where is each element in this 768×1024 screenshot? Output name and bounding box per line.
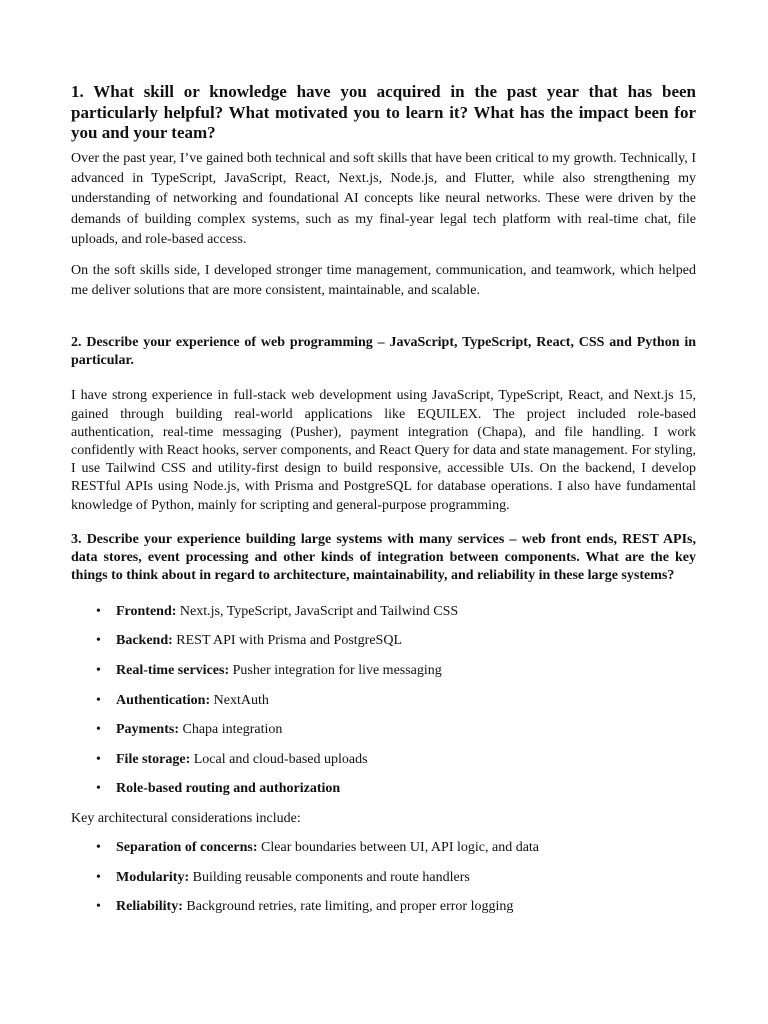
item-text: NextAuth	[210, 692, 269, 708]
item-text: Pusher integration for live messaging	[229, 662, 442, 678]
item-text: REST API with Prisma and PostgreSQL	[172, 633, 402, 649]
item-label: Reliability:	[116, 899, 183, 915]
question-2-title: 2. Describe your experience of web programming – JavaScript, TypeScript, React, CSS and Python in particular.	[71, 335, 696, 369]
question-2-paragraph: I have strong experience in full-stack web development using JavaScript, TypeScript, React, and Next.js 15, gained through building real-world applications like EQUILEX. The project included role-based authentication, real-time messaging (Pusher), payment integration (Chapa), and file handling. I work confidently with React hooks, server components, and React Query for data and state management. For styling, I use Tailwind CSS and utility-first design to build responsive, accessible UIs. On the backend, I develop RESTful APIs using Node.js, with Prisma and PostgreSQL for database operations. I also have fundamental knowledge of Python, mainly for scripting and general-purpose programming.	[71, 388, 696, 513]
question-3-title: 3. Describe your experience building large systems with many services – web front ends, REST APIs, data stores, event processing and other kinds of integration between components. What are the key things to think about in regard to architecture, maintainability, and reliability in these large systems?	[71, 531, 696, 583]
bullet-icon: •	[96, 899, 101, 915]
item-label: Frontend:	[116, 603, 177, 619]
item-label: Payments:	[116, 722, 179, 738]
list-item	[71, 839, 696, 869]
item-text: Background retries, rate limiting, and proper error logging	[182, 899, 514, 915]
item-text: Chapa integration	[179, 722, 283, 738]
list-item	[71, 692, 696, 722]
list-item	[71, 898, 696, 928]
item-text: Clear boundaries between UI, API logic, and data	[257, 839, 540, 855]
bullet-icon: •	[96, 869, 101, 885]
bullet-icon: •	[96, 839, 101, 855]
bullet-icon: •	[96, 662, 101, 678]
list-item	[71, 780, 696, 810]
question-1-title: 1. What skill or knowledge have you acquired in the past year that has been particularly helpful? What motivated you to learn it? What has the impact been for you and your team?	[71, 82, 696, 142]
bullet-icon: •	[96, 603, 101, 619]
considerations-list	[71, 839, 696, 928]
item-label: Separation of concerns:	[116, 839, 258, 855]
bullet-icon: •	[96, 633, 101, 649]
item-label: Backend:	[116, 633, 173, 649]
item-label: File storage:	[116, 751, 191, 767]
item-label: Role-based routing and authorization	[116, 781, 341, 797]
bullet-icon: •	[96, 692, 101, 708]
document-page	[71, 82, 696, 928]
list-item	[71, 869, 696, 899]
item-label: Modularity:	[116, 869, 190, 885]
question-1-paragraph-1: Over the past year, I’ve gained both technical and soft skills that have been critical to my growth. Technically, I advanced in TypeScript, JavaScript, React, Next.js, Node.js, and Flutter, while also strengthening my understanding of networking and foundational AI concepts like neural networks. These were driven by the demands of building complex systems, such as my final-year legal tech platform with real-time chat, file uploads, and role-based access.	[71, 150, 696, 248]
tech-stack-list	[71, 603, 696, 810]
list-item	[71, 751, 696, 781]
item-label: Real-time services:	[116, 662, 230, 678]
list-item	[71, 662, 696, 692]
bullet-icon: •	[96, 781, 101, 797]
item-text: Next.js, TypeScript, JavaScript and Tailwind CSS	[176, 603, 459, 619]
bullet-icon: •	[96, 751, 101, 767]
list-item	[71, 603, 696, 633]
item-text: Building reusable components and route handlers	[189, 869, 470, 885]
bullet-icon: •	[96, 722, 101, 738]
list-item	[71, 632, 696, 662]
key-considerations-intro: Key architectural considerations include:	[71, 810, 301, 826]
list-item	[71, 721, 696, 751]
item-text: Local and cloud-based uploads	[190, 751, 368, 767]
question-1-paragraph-2: On the soft skills side, I developed stronger time management, communication, and teamwork, which helped me deliver solutions that are more consistent, maintainable, and scalable.	[71, 262, 696, 298]
item-label: Authentication:	[116, 692, 211, 708]
